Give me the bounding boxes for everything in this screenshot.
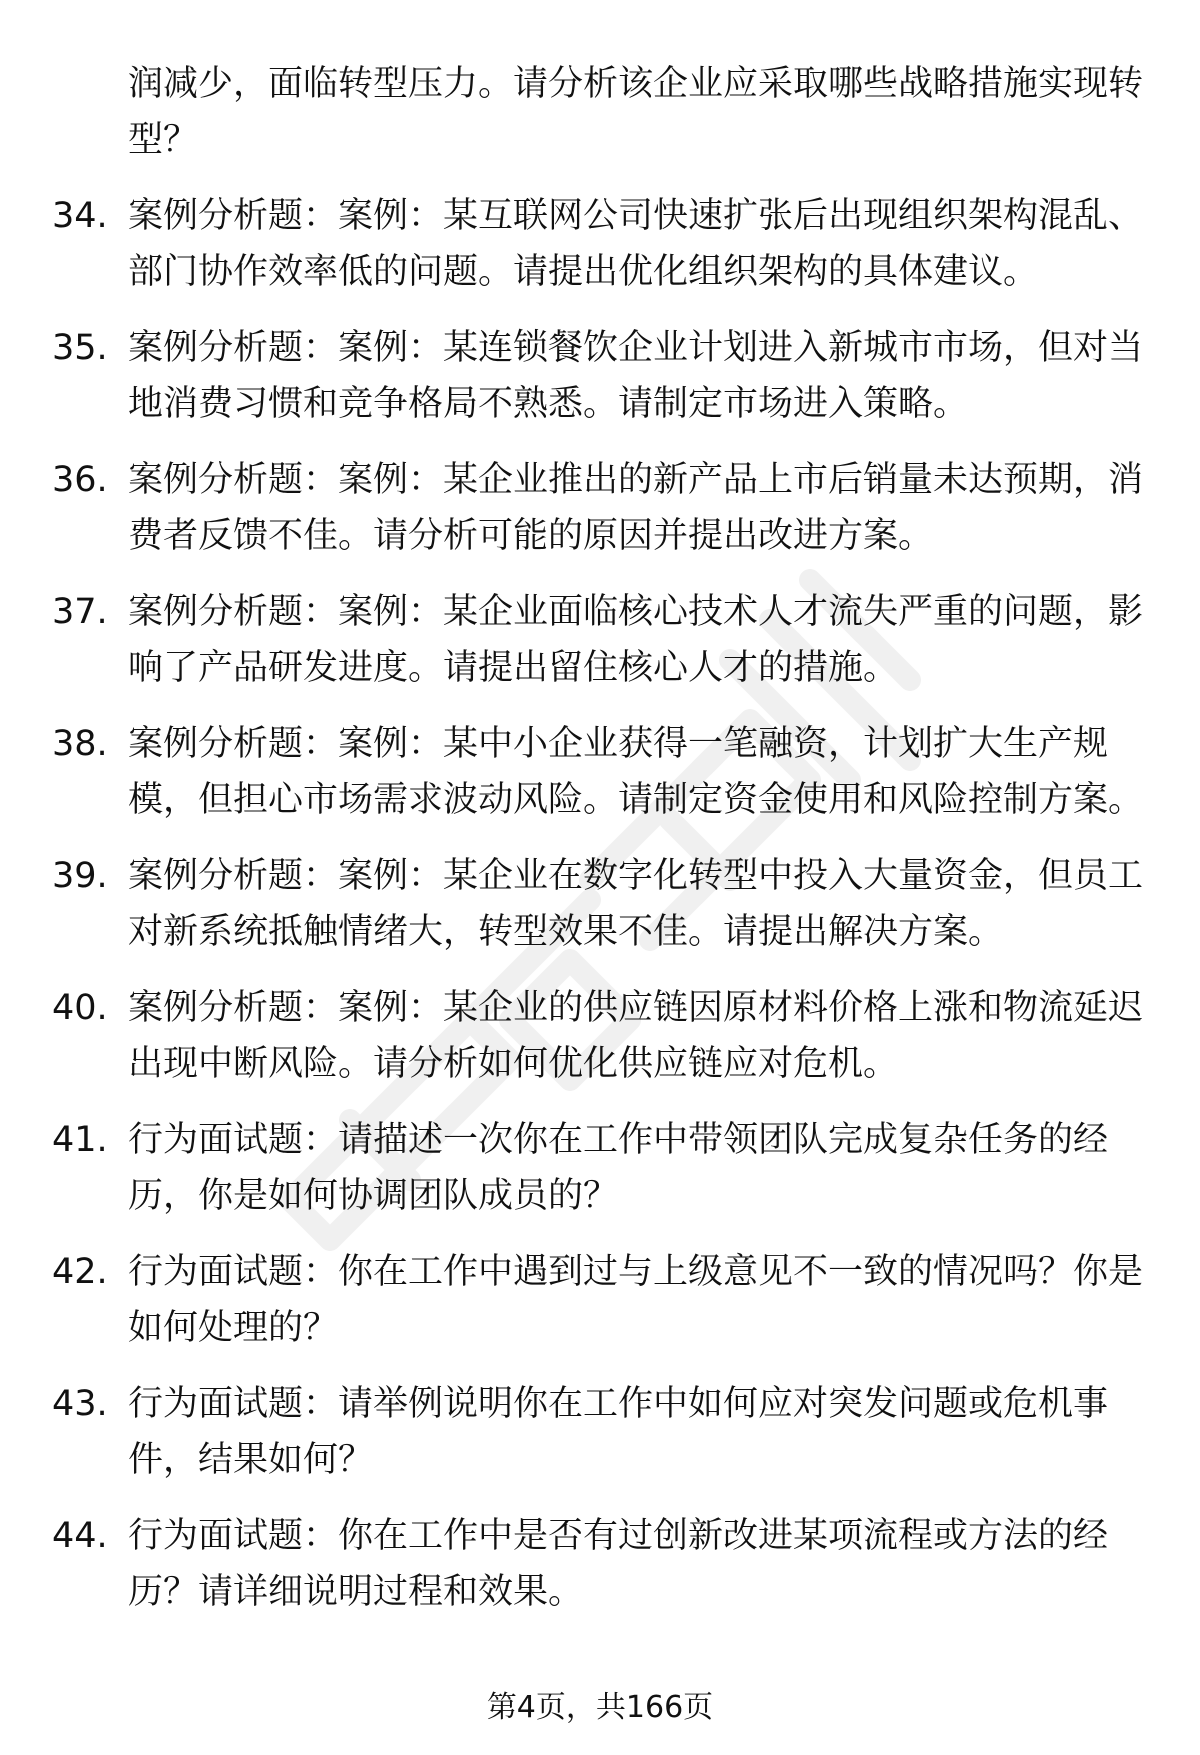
question-text: 案例分析题：案例：某企业面临核心技术人才流失严重的问题，影响了产品研发进度。请提出留住核心人才的措施。 (128, 592, 1144, 688)
page-footer: 第4页，共166页 (486, 1690, 714, 1725)
question-text: 案例分析题：案例：某中小企业获得一笔融资，计划扩大生产规模，但担心市场需求波动风险。请制定资金使用和风险控制方案。 (128, 724, 1144, 820)
question-number: 41. (52, 1120, 108, 1160)
list-item (52, 1508, 1152, 1620)
list-item (52, 848, 1152, 960)
question-text: 案例分析题：案例：某企业在数字化转型中投入大量资金，但员工对新系统抵触情绪大，转型效果不佳。请提出解决方案。 (128, 856, 1144, 952)
question-number: 43. (52, 1384, 108, 1424)
list-item (52, 1376, 1152, 1488)
question-text: 案例分析题：案例：某连锁餐饮企业计划进入新城市市场，但对当地消费习惯和竞争格局不熟悉。请制定市场进入策略。 (128, 328, 1144, 424)
question-text: 行为面试题：你在工作中是否有过创新改进某项流程或方法的经历？请详细说明过程和效果。 (128, 1516, 1109, 1612)
question-number: 34. (52, 196, 108, 236)
question-number: 36. (52, 460, 108, 500)
list-item (52, 452, 1152, 564)
question-text: 案例分析题：案例：某企业的供应链因原材料价格上涨和物流延迟出现中断风险。请分析如何优化供应链应对危机。 (128, 988, 1144, 1084)
list-item (52, 1112, 1152, 1224)
question-number: 37. (52, 592, 108, 632)
question-text: 行为面试题：请描述一次你在工作中带领团队完成复杂任务的经历，你是如何协调团队成员的？ (128, 1120, 1109, 1216)
question-number: 42. (52, 1252, 108, 1292)
question-text: 行为面试题：请举例说明你在工作中如何应对突发问题或危机事件，结果如何？ (128, 1384, 1109, 1480)
question-number: 40. (52, 988, 108, 1028)
question-list (52, 56, 1152, 1640)
list-item (52, 716, 1152, 828)
list-item (52, 584, 1152, 696)
list-item (52, 188, 1152, 300)
question-text: 行为面试题：你在工作中遇到过与上级意见不一致的情况吗？你是如何处理的？ (128, 1252, 1144, 1348)
question-number: 35. (52, 328, 108, 368)
list-item (52, 980, 1152, 1092)
question-number: 38. (52, 724, 108, 764)
question-text: 案例分析题：案例：某企业推出的新产品上市后销量未达预期，消费者反馈不佳。请分析可能的原因并提出改进方案。 (128, 460, 1144, 556)
question-number: 39. (52, 856, 108, 896)
question-number: 44. (52, 1516, 108, 1556)
question-text: 案例分析题：案例：某互联网公司快速扩张后出现组织架构混乱、部门协作效率低的问题。请提出优化组织架构的具体建议。 (128, 196, 1144, 292)
continued-question-text: 润减少，面临转型压力。请分析该企业应采取哪些战略措施实现转型？ (128, 64, 1144, 160)
list-item (52, 320, 1152, 432)
list-item (52, 1244, 1152, 1356)
